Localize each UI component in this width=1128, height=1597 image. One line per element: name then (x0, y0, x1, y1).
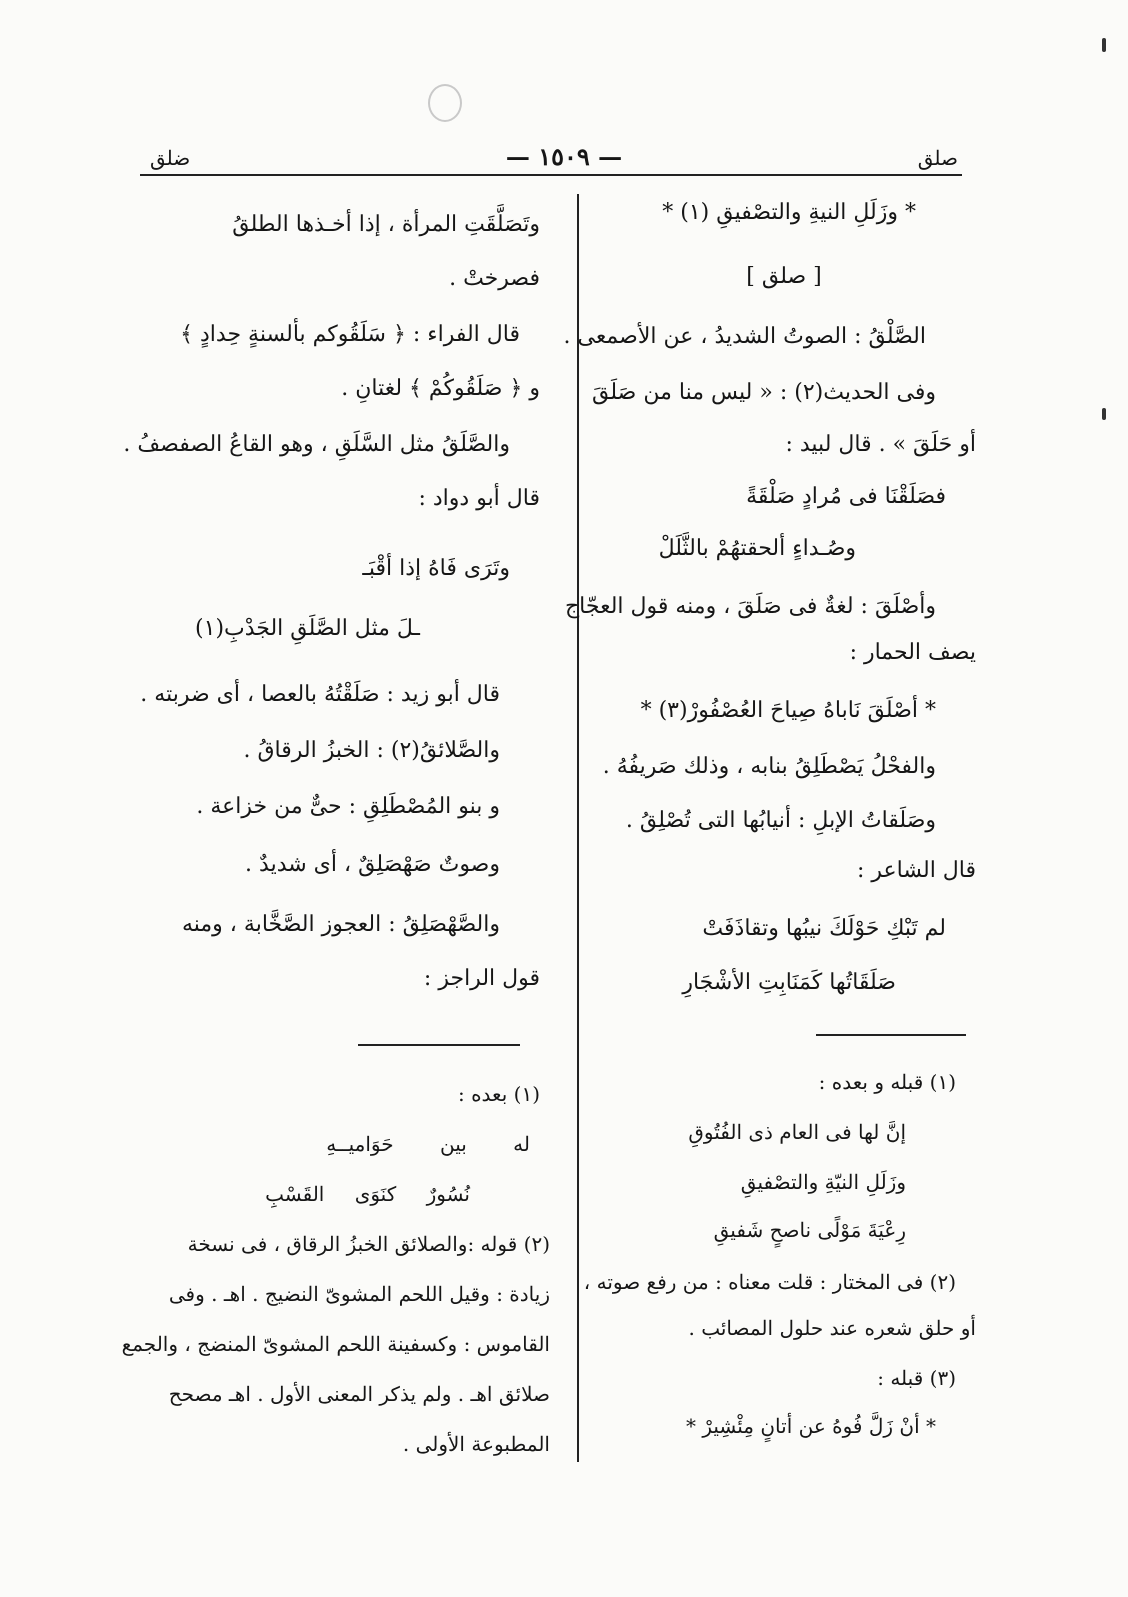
verse-line: صَلَقَاتُها كَمَنَابِتِ الأشْجَارِ (682, 970, 896, 995)
footnote-line: صلائق اهـ . ولم يذكر المعنى الأول . اهـ مصحح (168, 1382, 550, 1406)
footnote-line: وزَلَلِ النيّةِ والتصْفيقِ (740, 1170, 906, 1194)
text-line: يصف الحمار : (849, 640, 976, 665)
text-line: قال الفراء : ﴿ سَلَقُوكم بألسنةٍ حِدادٍ ﴾ (180, 322, 520, 347)
footnote-line: (١) بعده : (457, 1082, 540, 1106)
footnote-line: زيادة : وقيل اللحم المشوىّ النضيج . اهـ . وفى (168, 1282, 550, 1306)
text-line: وتَصَلَّقَتِ المرأة ، إذا أخـذها الطلقُ (232, 212, 540, 237)
edge-mark (1102, 408, 1106, 420)
header-rule (140, 174, 962, 176)
footnote-line: نُسُورٌ كنَوَى القَسْبِ (265, 1182, 470, 1206)
footnote-rule (358, 1044, 520, 1046)
entry-heading: [ صلق ] (746, 264, 822, 289)
edge-mark (1102, 38, 1106, 52)
text-line: وصَلَقاتُ الإبلِ : أنيابُها التى تُصْلِقُ . (625, 808, 936, 833)
footnote-line: (٢) فى المختار : قلت معناه : من رفع صوته ، (583, 1270, 956, 1294)
footnote-line: رِعْيَةَ مَوْلًى ناصحٍ شَفيقِ (713, 1218, 906, 1242)
text-line: والفحْلُ يَصْطَلِقُ بنابه ، وذلك صَريفُهُ . (602, 754, 936, 779)
footnote-rule (816, 1034, 966, 1036)
footnote-line: (٣) قبله : (877, 1366, 956, 1390)
page-number: — ١٥٠٩ — (505, 142, 623, 171)
verse-line: * أصْلَقَ نَاباهُ صِياحَ العُصْفُورْ(٣) * (640, 698, 936, 723)
verse-line: ـلَ مثل الصَّلَقِ الجَدْبِ(١) (195, 616, 420, 641)
text-line: والصَّلائقُ(٢) : الخبزُ الرقاقُ . (243, 738, 500, 763)
text-line: و ﴿ صَلَقُوكُمْ ﴾ لغتانِ . (341, 376, 540, 401)
verse-line: فصَلَقْنَا فى مُرادٍ صَلْقَةً (746, 484, 946, 509)
text-line: قال أبو دواد : (418, 486, 540, 511)
text-line: فصرختْ . (449, 266, 540, 291)
footnote-line: المطبوعة الأولى . (402, 1432, 550, 1456)
text-line: والصَّهْصَلِقُ : العجوز الصَّخَّابة ، ومنه (181, 912, 500, 937)
right-column (563, 192, 976, 1462)
text-line: أو حَلَقَ » . قال لبيد : (785, 432, 976, 457)
column-divider (577, 194, 579, 1462)
text-line: وأصْلَقَ : لغةٌ فى صَلَقَ ، ومنه قول العجّاج (564, 594, 936, 619)
text-line: والصَّلَقُ مثل السَّلَقِ ، وهو القاعُ الصفصفُ . (123, 432, 510, 457)
footnote-line: * أنْ زَلَّ فُوهُ عن أتانٍ مِئْشِيرْ * (685, 1414, 936, 1438)
text-line: وفى الحديث(٢) : « ليس منا من صَلَقَ (592, 380, 936, 405)
text-line: و بنو المُصْطَلِقِ : حىٌّ من خزاعة . (196, 794, 500, 819)
footnote-line: (١) قبله و بعده : (818, 1070, 956, 1094)
verse-line: وصُـداءٍ ألحقتهُمْ بالثَّلَلْ (658, 536, 856, 561)
verse-line: * وزَلَلِ النيةِ والتصْفيقِ (١) * (662, 200, 916, 225)
footnote-line: القاموس : وكسفينة اللحم المشوىّ المنضج ، والجمع (121, 1332, 550, 1356)
verse-line: لم تَبْكِ حَوْلَكَ نيبُها وتقاذَفَتْ (702, 916, 946, 941)
text-line: قال الشاعر : (856, 858, 976, 883)
footnote-line: إنَّ لها فى العام ذى الفُتُوقِ (688, 1120, 906, 1144)
text-line: قال أبو زيد : صَلَقْتُهُ بالعصا ، أى ضربته . (140, 682, 500, 707)
left-column (121, 192, 560, 1462)
text-line: وصوتٌ صَهْصَلِقٌ ، أى شديدٌ . (245, 852, 500, 877)
footnote-line: له بين حَوَاميــهِ (326, 1132, 530, 1156)
text-line: الصَّلْقُ : الصوتُ الشديدُ ، عن الأصمعى . (563, 324, 926, 349)
running-head-left: ضلق (150, 146, 191, 170)
footnote-line: أو حلق شعره عند حلول المصائب . (688, 1316, 976, 1340)
verse-line: وتَرَى فَاهُ إذا أقْبَـ (362, 556, 510, 581)
text-line: قول الراجز : (423, 966, 540, 991)
footnote-line: (٢) قوله :والصلائق الخبزُ الرقاق ، فى نسخة (187, 1232, 550, 1256)
circular-stamp-icon (428, 84, 462, 122)
running-head-right: صلق (917, 146, 958, 170)
